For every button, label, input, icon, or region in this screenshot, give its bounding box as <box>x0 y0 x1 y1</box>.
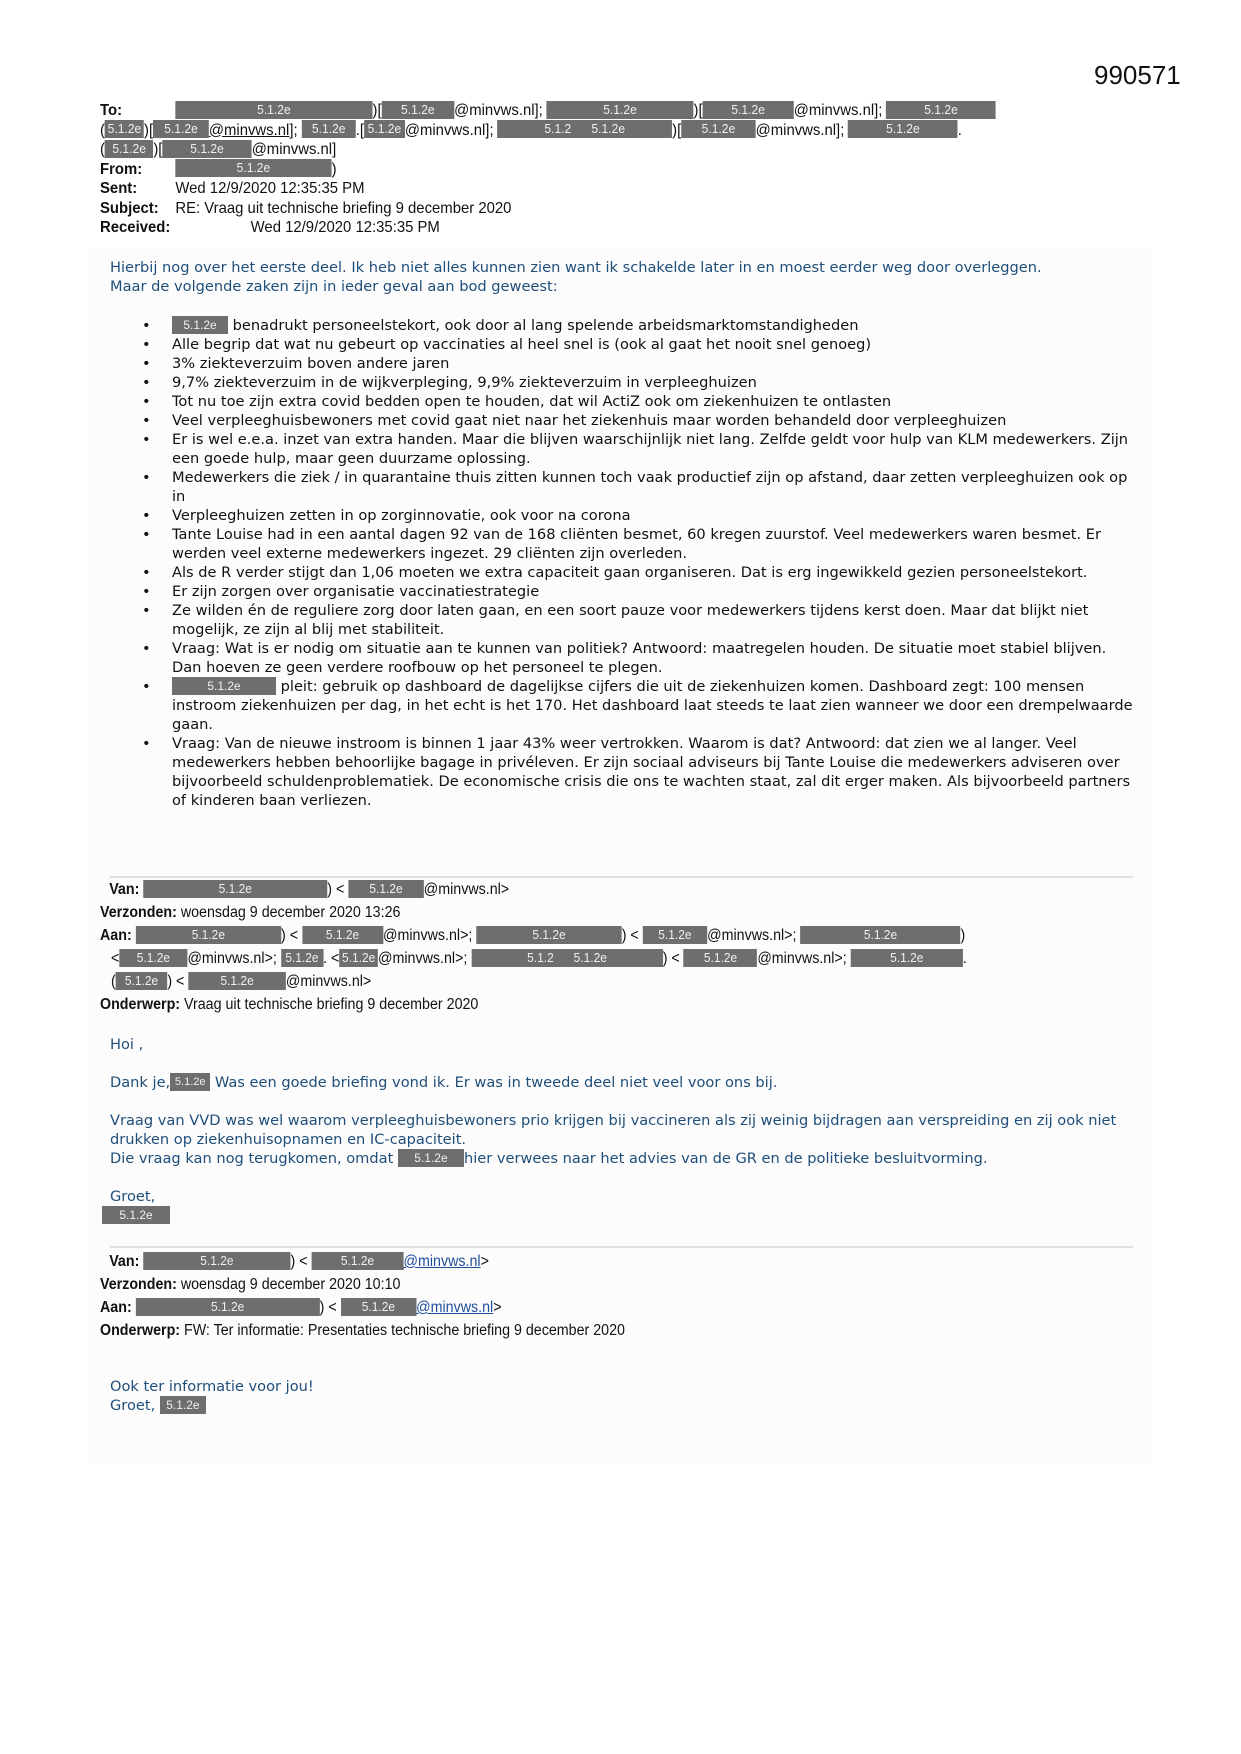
email-domain: @minvws.nl>; <box>187 950 277 967</box>
redaction-code: 5.1.2e <box>573 949 607 965</box>
bullet-list <box>110 316 1140 810</box>
redaction-double <box>497 120 672 138</box>
greeting: Hoi , <box>110 1036 144 1053</box>
redaction: 5.1.2e <box>348 880 423 898</box>
received-label: Received: <box>100 219 171 236</box>
onderwerp-label: Onderwerp: <box>100 996 181 1013</box>
list-item: • 3% ziekteverzuim boven andere jaren <box>172 354 1140 373</box>
sep: ]; <box>289 121 302 139</box>
redaction: 5.1.2e <box>102 1206 170 1224</box>
list-item: • Alle begrip dat wat nu gebeurt op vaccinaties al heel snel is (ook al gaat het nooit snel genoeg) <box>172 335 1140 354</box>
sep: ) < <box>290 1253 308 1270</box>
message-body-1 <box>110 258 1140 810</box>
redaction: 5.1.2e <box>188 972 286 990</box>
redaction: 5.1.2e <box>175 101 372 119</box>
aan-label: Aan: <box>100 1299 132 1316</box>
received-row <box>100 218 1086 238</box>
sep: . <box>962 950 967 967</box>
sep: ( <box>100 141 105 158</box>
redaction: 5.1.2e <box>851 949 963 967</box>
redaction: 5.1.2e <box>848 120 958 138</box>
verzonden-value: woensdag 9 december 2020 13:26 <box>180 904 401 921</box>
sep: ) < <box>327 881 345 898</box>
list-item: • Er is wel e.e.a. inzet van extra handen. Maar die blijven waarschijnlijk niet lang. Zelfde geldt voor hulp van KLM medewerkers. Zijn een goede hulp, maar geen duurzame oplossing. <box>172 430 1140 468</box>
message-line <box>110 1073 1140 1092</box>
sep: )[ <box>153 141 163 158</box>
redaction: 5.1.2e <box>800 926 960 944</box>
email-link[interactable]: @minvws.nl <box>416 1299 494 1316</box>
sep: )[ <box>693 102 703 119</box>
forward-header-1 <box>100 878 1066 1016</box>
redaction: 5.1.2e <box>281 949 323 967</box>
redaction: 5.1.2e <box>311 1252 403 1270</box>
redaction: 5.1.2e <box>364 120 405 138</box>
sep: > <box>493 1299 502 1316</box>
redaction: 5.1.2e <box>681 120 755 138</box>
sep: < <box>111 950 120 967</box>
sep: ( <box>111 973 116 990</box>
message-line: Ook ter informatie voor jou! <box>110 1378 314 1395</box>
list-item: • Verpleeghuizen zetten in op zorginnovatie, ook voor na corona <box>172 506 1140 525</box>
list-item: • Tot nu toe zijn extra covid bedden open te houden, dat wil ActiZ ook om ziekenhuizen te ontlasten <box>172 392 1140 411</box>
redaction: 5.1.2e <box>703 101 794 119</box>
list-item: • 9,7% ziekteverzuim in de wijkverpleging, 9,9% ziekteverzuim in verpleeghuizen <box>172 373 1140 392</box>
to-row <box>100 101 1086 121</box>
sep: ( <box>100 121 105 139</box>
text: Groet, <box>110 1397 160 1414</box>
redaction: 5.1.2e <box>341 1298 416 1316</box>
text: Dank je, <box>110 1074 171 1091</box>
signature <box>102 1206 1140 1225</box>
message-body-2 <box>110 1035 1140 1225</box>
email-domain: @minvws.nl]; <box>404 121 494 139</box>
aan-row <box>100 1296 1066 1319</box>
email-domain: @minvws.nl>; <box>707 927 797 944</box>
email-domain: @minvws.nl]; <box>755 121 845 139</box>
email-domain: @minvws.nl] <box>251 141 337 158</box>
redaction: 5.1.2e <box>153 120 209 138</box>
verzonden-label: Verzonden: <box>100 1276 177 1293</box>
email-link[interactable]: @minvws.nl <box>403 1253 481 1270</box>
redaction-code: 5.1.2 <box>544 121 572 137</box>
aan-label: Aan: <box>100 927 132 944</box>
aan-row-3 <box>100 970 1066 993</box>
list-item: • Medewerkers die ziek / in quarantaine thuis zitten kunnen toch vaak productief zijn op afstand, daar zetten verpleeghuizen ook op in <box>172 468 1140 506</box>
intro-line: Maar de volgende zaken zijn in ieder geval aan bod geweest: <box>110 278 558 295</box>
divider <box>110 1246 1133 1248</box>
redaction: 5.1.2e <box>143 1252 290 1270</box>
sep: ) <box>960 927 966 944</box>
sep: )[ <box>672 121 682 139</box>
sep: ) < <box>319 1299 337 1316</box>
redaction: 5.1.2e <box>143 880 327 898</box>
redaction: 5.1.2e <box>382 101 455 119</box>
email-domain: @minvws.nl> <box>285 973 372 990</box>
message-line: Vraag van VVD was wel waarom verpleeghuisbewoners prio krijgen bij vaccineren als zij weinig bijdragen aan verspreiding en zij ook niet drukken op ziekenhuisopnamen en IC-capaciteit. <box>110 1112 1117 1148</box>
sent-label: Sent: <box>100 180 138 197</box>
document-id: 990571 <box>1094 60 1181 90</box>
bullet-text: benadrukt personeelstekort, ook door al lang spelende arbeidsmarktomstandigheden <box>228 317 859 334</box>
list-item: • Als de R verder stijgt dan 1,06 moeten we extra capaciteit gaan organiseren. Dat is erg ingewikkeld gezien personeelstekort. <box>172 563 1140 582</box>
redaction: 5.1.2e <box>886 101 996 119</box>
redaction: 5.1.2e <box>302 926 383 944</box>
onderwerp-value: Vraag uit technische briefing 9 december 2020 <box>183 996 479 1013</box>
verzonden-row <box>100 1273 1066 1296</box>
list-item: • Ze wilden én de reguliere zorg door laten gaan, en een soort pauze voor medewerkers tijdens kerst doen. Maar dat blijkt niet mogelijk, ze zijn al blij met stabiliteit. <box>172 601 1140 639</box>
onderwerp-label: Onderwerp: <box>100 1322 181 1339</box>
list-item <box>172 677 1140 734</box>
van-row <box>100 878 1066 901</box>
sep: ) < <box>167 973 185 990</box>
redaction: 5.1.2e <box>170 1073 210 1091</box>
list-item: • Veel verpleeghuisbewoners met covid gaat niet naar het ziekenhuis maar worden behandeld door verpleeghuizen <box>172 411 1140 430</box>
redaction: 5.1.2e <box>160 1396 206 1414</box>
to-label: To: <box>100 102 123 119</box>
sep: ) < <box>662 950 680 967</box>
redaction: 5.1.2e <box>119 949 187 967</box>
redaction-code: 5.1.2 <box>527 949 554 965</box>
sent-row <box>100 179 1086 199</box>
email-domain: @minvws.nl>; <box>383 927 473 944</box>
email-header <box>100 101 1086 238</box>
from-label: From: <box>100 160 143 178</box>
redaction: 5.1.2e <box>175 159 331 177</box>
sep: ) < <box>281 927 299 944</box>
list-item <box>172 316 1140 335</box>
verzonden-row <box>100 901 1066 924</box>
forward-header-2 <box>100 1250 1066 1342</box>
message-body-3 <box>110 1377 1140 1415</box>
sent-value: Wed 12/9/2020 12:35:35 PM <box>175 180 365 197</box>
onderwerp-row <box>100 993 1066 1016</box>
aan-row-2 <box>100 947 1066 970</box>
sep: . < <box>323 950 340 967</box>
redaction: 5.1.2e <box>643 926 707 944</box>
sep: )[ <box>144 121 154 139</box>
closing <box>110 1396 1140 1415</box>
email-domain: @minvws.nl>; <box>378 950 468 967</box>
sep: ) < <box>621 927 639 944</box>
to-row-2 <box>100 121 1086 141</box>
list-item: • Tante Louise had in een aantal dagen 92 van de 168 cliënten besmet, 60 kregen zuurstof. Veel medewerkers waren besmet. Er werden veel externe medewerkers ingezet. 29 cliënten zijn overleden. <box>172 525 1140 563</box>
van-label: Van: <box>109 881 140 898</box>
redaction: 5.1.2e <box>172 316 228 334</box>
sep: > <box>480 1253 489 1270</box>
redaction: 5.1.2e <box>136 926 281 944</box>
closing: Groet, <box>110 1188 156 1205</box>
sep: . <box>957 121 962 139</box>
redaction: 5.1.2e <box>339 949 378 967</box>
received-value: Wed 12/9/2020 12:35:35 PM <box>250 219 440 236</box>
onderwerp-value: FW: Ter informatie: Presentaties technische briefing 9 december 2020 <box>183 1322 625 1339</box>
redaction: 5.1.2e <box>105 120 144 138</box>
email-domain: @minvws.nl> <box>423 881 510 898</box>
redaction: 5.1.2e <box>398 1149 464 1167</box>
text: Was een goede briefing vond ik. Er was in tweede deel niet veel voor ons bij. <box>210 1074 778 1091</box>
sep: ) <box>331 160 337 178</box>
sep: )[ <box>372 102 382 119</box>
intro-line: Hierbij nog over het eerste deel. Ik heb niet alles kunnen zien want ik schakelde later in en moest eerder weg door overleggen. <box>110 259 1042 276</box>
onderwerp-row <box>100 1319 1066 1342</box>
bullet-text: pleit: gebruik op dashboard de dagelijkse cijfers die uit de ziekenhuizen komen. Dashboard zegt: 100 mensen instroom ziekenhuizen per dag, in het echt is het 170. Het dashboard laat steeds te laat zien wanneer we door een drempelwaarde gaan. <box>172 678 1133 733</box>
van-row <box>100 1250 1066 1273</box>
redaction: 5.1.2e <box>116 972 168 990</box>
verzonden-value: woensdag 9 december 2020 10:10 <box>180 1276 401 1293</box>
redaction: 5.1.2e <box>136 1298 320 1316</box>
redaction: 5.1.2e <box>302 120 356 138</box>
redaction: 5.1.2e <box>684 949 758 967</box>
subject-value: RE: Vraag uit technische briefing 9 december 2020 <box>175 199 512 217</box>
verzonden-label: Verzonden: <box>100 904 177 921</box>
text: Die vraag kan nog terugkomen, omdat <box>110 1150 398 1167</box>
to-row-3 <box>100 140 1086 160</box>
subject-row <box>100 199 1086 219</box>
email-domain: @minvws.nl>; <box>757 950 847 967</box>
subject-label: Subject: <box>100 199 159 217</box>
email-domain: @minvws.nl <box>208 121 290 139</box>
redaction: 5.1.2e <box>476 926 621 944</box>
redaction: 5.1.2e <box>105 140 153 158</box>
redaction: 5.1.2e <box>172 677 276 695</box>
redaction: 5.1.2e <box>162 140 251 158</box>
redaction-double <box>471 949 662 967</box>
aan-row <box>100 924 1066 947</box>
email-domain: @minvws.nl]; <box>793 102 883 119</box>
van-label: Van: <box>109 1253 140 1270</box>
list-item: • Vraag: Wat is er nodig om situatie aan te kunnen van politiek? Antwoord: maatregelen houden. De situatie moet stabiel blijven. Dan hoeven ze geen verdere roofbouw op het personeel te plegen. <box>172 639 1140 677</box>
email-domain: @minvws.nl]; <box>454 102 543 119</box>
message-line <box>110 1149 1140 1168</box>
redaction: 5.1.2e <box>547 101 694 119</box>
list-item: • Vraag: Van de nieuwe instroom is binnen 1 jaar 43% weer vertrokken. Waarom is dat? Antwoord: dat zien we al langer. Veel medewerkers hebben behoorlijke bagage in privéleven. Er zijn sociaal adviseurs bij Tante Louise die medewerkers adviseren over bijvoorbeeld schuldenproblematiek. De economische crisis die ons te wachten staat, zal dit erger maken. Als bijvoorbeeld partners of kinderen baan verliezen. <box>172 734 1140 810</box>
text: hier verwees naar het advies van de GR en de politieke besluitvorming. <box>463 1150 988 1167</box>
from-row <box>100 160 1086 180</box>
sep: .[ <box>355 121 364 139</box>
redaction-code: 5.1.2e <box>591 121 626 137</box>
list-item: • Er zijn zorgen over organisatie vaccinatiestrategie <box>172 582 1140 601</box>
